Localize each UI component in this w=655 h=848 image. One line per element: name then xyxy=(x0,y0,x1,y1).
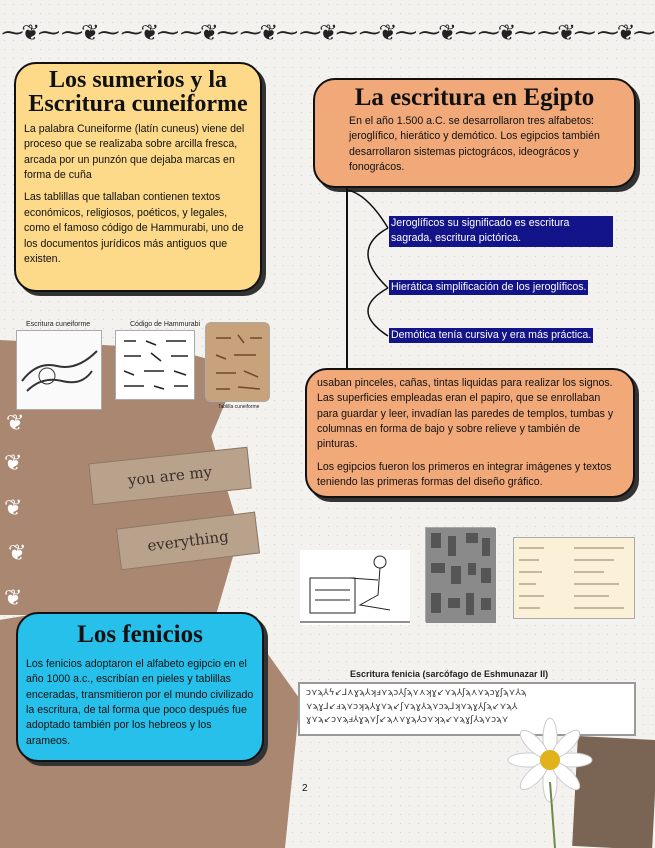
cuneiform-tablet-image xyxy=(205,322,270,402)
egipto-paragraph: Los egipcios fueron los primeros en integrar imágenes y textos teniendo las primeras formas del diseño gráfico. xyxy=(317,460,612,489)
fenicios-paragraph: Los fenicios adoptaron el alfabeto egipcio en el año 1000 a.c., escribían en pieles y tablillas enceradas, transmitieron por el mundo civilizado la escritura, de tal forma que poco después fue adoptado también por los hebreos y los arameos. xyxy=(26,658,254,747)
inscription-line: ɣ⋎ϡ↙ↄ⋎ϡⅎ⅄ɣϡ⋎ʃ↙ϡ⋏⋎ɣϡ⅄ↄ⋎ʞϡ↙⋎ϡɣʃ⅄ϡ⋎ↄϡ⋎ xyxy=(306,715,509,725)
alphabet-table-image xyxy=(513,537,635,619)
fenicia-caption: Escritura fenicia (sarcófago de Eshmunazar II) xyxy=(350,669,549,679)
tape-note: everything xyxy=(116,512,260,571)
hammurabi-code-image xyxy=(115,330,195,400)
butterfly-icon: ❦ xyxy=(6,410,25,435)
sumerios-card xyxy=(14,62,262,292)
hieroglyphs-image xyxy=(425,527,495,622)
inscription-line: ⋎ϡɣ⅃↙ⅎϡ⋎ↄʞϡ⅄ɣ⋎ϡ↙ʃ⋎ϡɣ⅄ϡ⋎ↄϡ⅃ʞ⋎ϡɣ⅄ʃϡ↙⋎ϡ⅄ xyxy=(306,701,518,712)
inscription-line: ↄ⋎ϡ⅄ϟ↙⅃⋏ɣϡ⅄ʞⅎ⋎ϡↄ⅄ʃϡ⋎⋏ʞɣ↙⋎ϡ⅄ʃϡ⋏⋎ϡↄɣʃϡ⋎⅄ϡ xyxy=(306,688,527,698)
image-caption: Escritura cuneiforme xyxy=(26,321,91,328)
image-caption: Tablilla cuneiforme xyxy=(218,404,260,410)
sumerios-text xyxy=(16,122,260,267)
cuneiform-writing-image xyxy=(16,330,102,410)
butterfly-icon: ❦ xyxy=(4,450,23,475)
page-number: 2 xyxy=(302,783,308,794)
daisy-flower-icon xyxy=(505,712,600,848)
butterfly-icon: ❦ xyxy=(4,495,23,520)
egipto-card xyxy=(313,78,636,188)
fenicios-title: Los fenicios xyxy=(77,621,203,648)
sumerios-paragraph: Las tablillas que tallaban contienen textos económicos, religiosos, poéticos, y legales, como el famoso código de Hammurabi, uno de los documentos jurídicos más antiguos que existen. xyxy=(24,191,244,265)
sumerios-title: Los sumerios y la Escritura cuneiforme xyxy=(28,67,248,117)
egipto-paragraph: usaban pinceles, cañas, tintas liquidas para realizar los signos. Las superficies empleadas eran el papiro, que se enrollaban para guardar y leer, invadían las paredes de templos, tumbas y columnas en forma de bajo y sobre relieve y también de pinturas. xyxy=(317,377,614,451)
butterfly-icon: ❦ xyxy=(8,540,27,565)
decorative-border: ⁓❦⁓ ⁓❦⁓ ⁓❦⁓ ⁓❦⁓ ⁓❦⁓ ⁓❦⁓ ⁓❦⁓ ⁓❦⁓ ⁓❦⁓ ⁓❦⁓ ⁓❦⁓ xyxy=(1,20,654,46)
egipto-details-card xyxy=(305,368,635,498)
demotica-item: Demótica tenía cursiva y era más práctica. xyxy=(389,328,593,343)
egipto-intro: En el año 1.500 a.C. se desarrollaron tres alfabetos: jeroglífico, hierático y demótico. Los egipcios también desarrollaron sistemas pictográcos, ideográcos y fonográcos. xyxy=(349,115,600,174)
egipto-details-text xyxy=(317,376,623,491)
tape-note: you are my xyxy=(88,447,252,505)
sumerios-paragraph: La palabra Cuneiforme (latín cuneus) viene del proceso que se realizaba sobre arcilla fresca, arcada por un punzón que dejaba marcas en forma de cuña xyxy=(24,123,245,182)
timeline-branches xyxy=(348,190,396,350)
image-caption: Código de Hammurabi xyxy=(130,321,201,328)
egyptian-scribe-image xyxy=(300,550,410,625)
jeroglificos-item: Jeroglíficos su significado es escritura sagrada, escritura pictórica. xyxy=(389,216,613,247)
egipto-title: La escritura en Egipto xyxy=(354,84,595,111)
hieratica-item: Hierática simplificación de los jeroglíficos. xyxy=(389,280,588,295)
fenicios-card xyxy=(16,612,264,762)
butterfly-icon: ❦ xyxy=(4,585,23,610)
